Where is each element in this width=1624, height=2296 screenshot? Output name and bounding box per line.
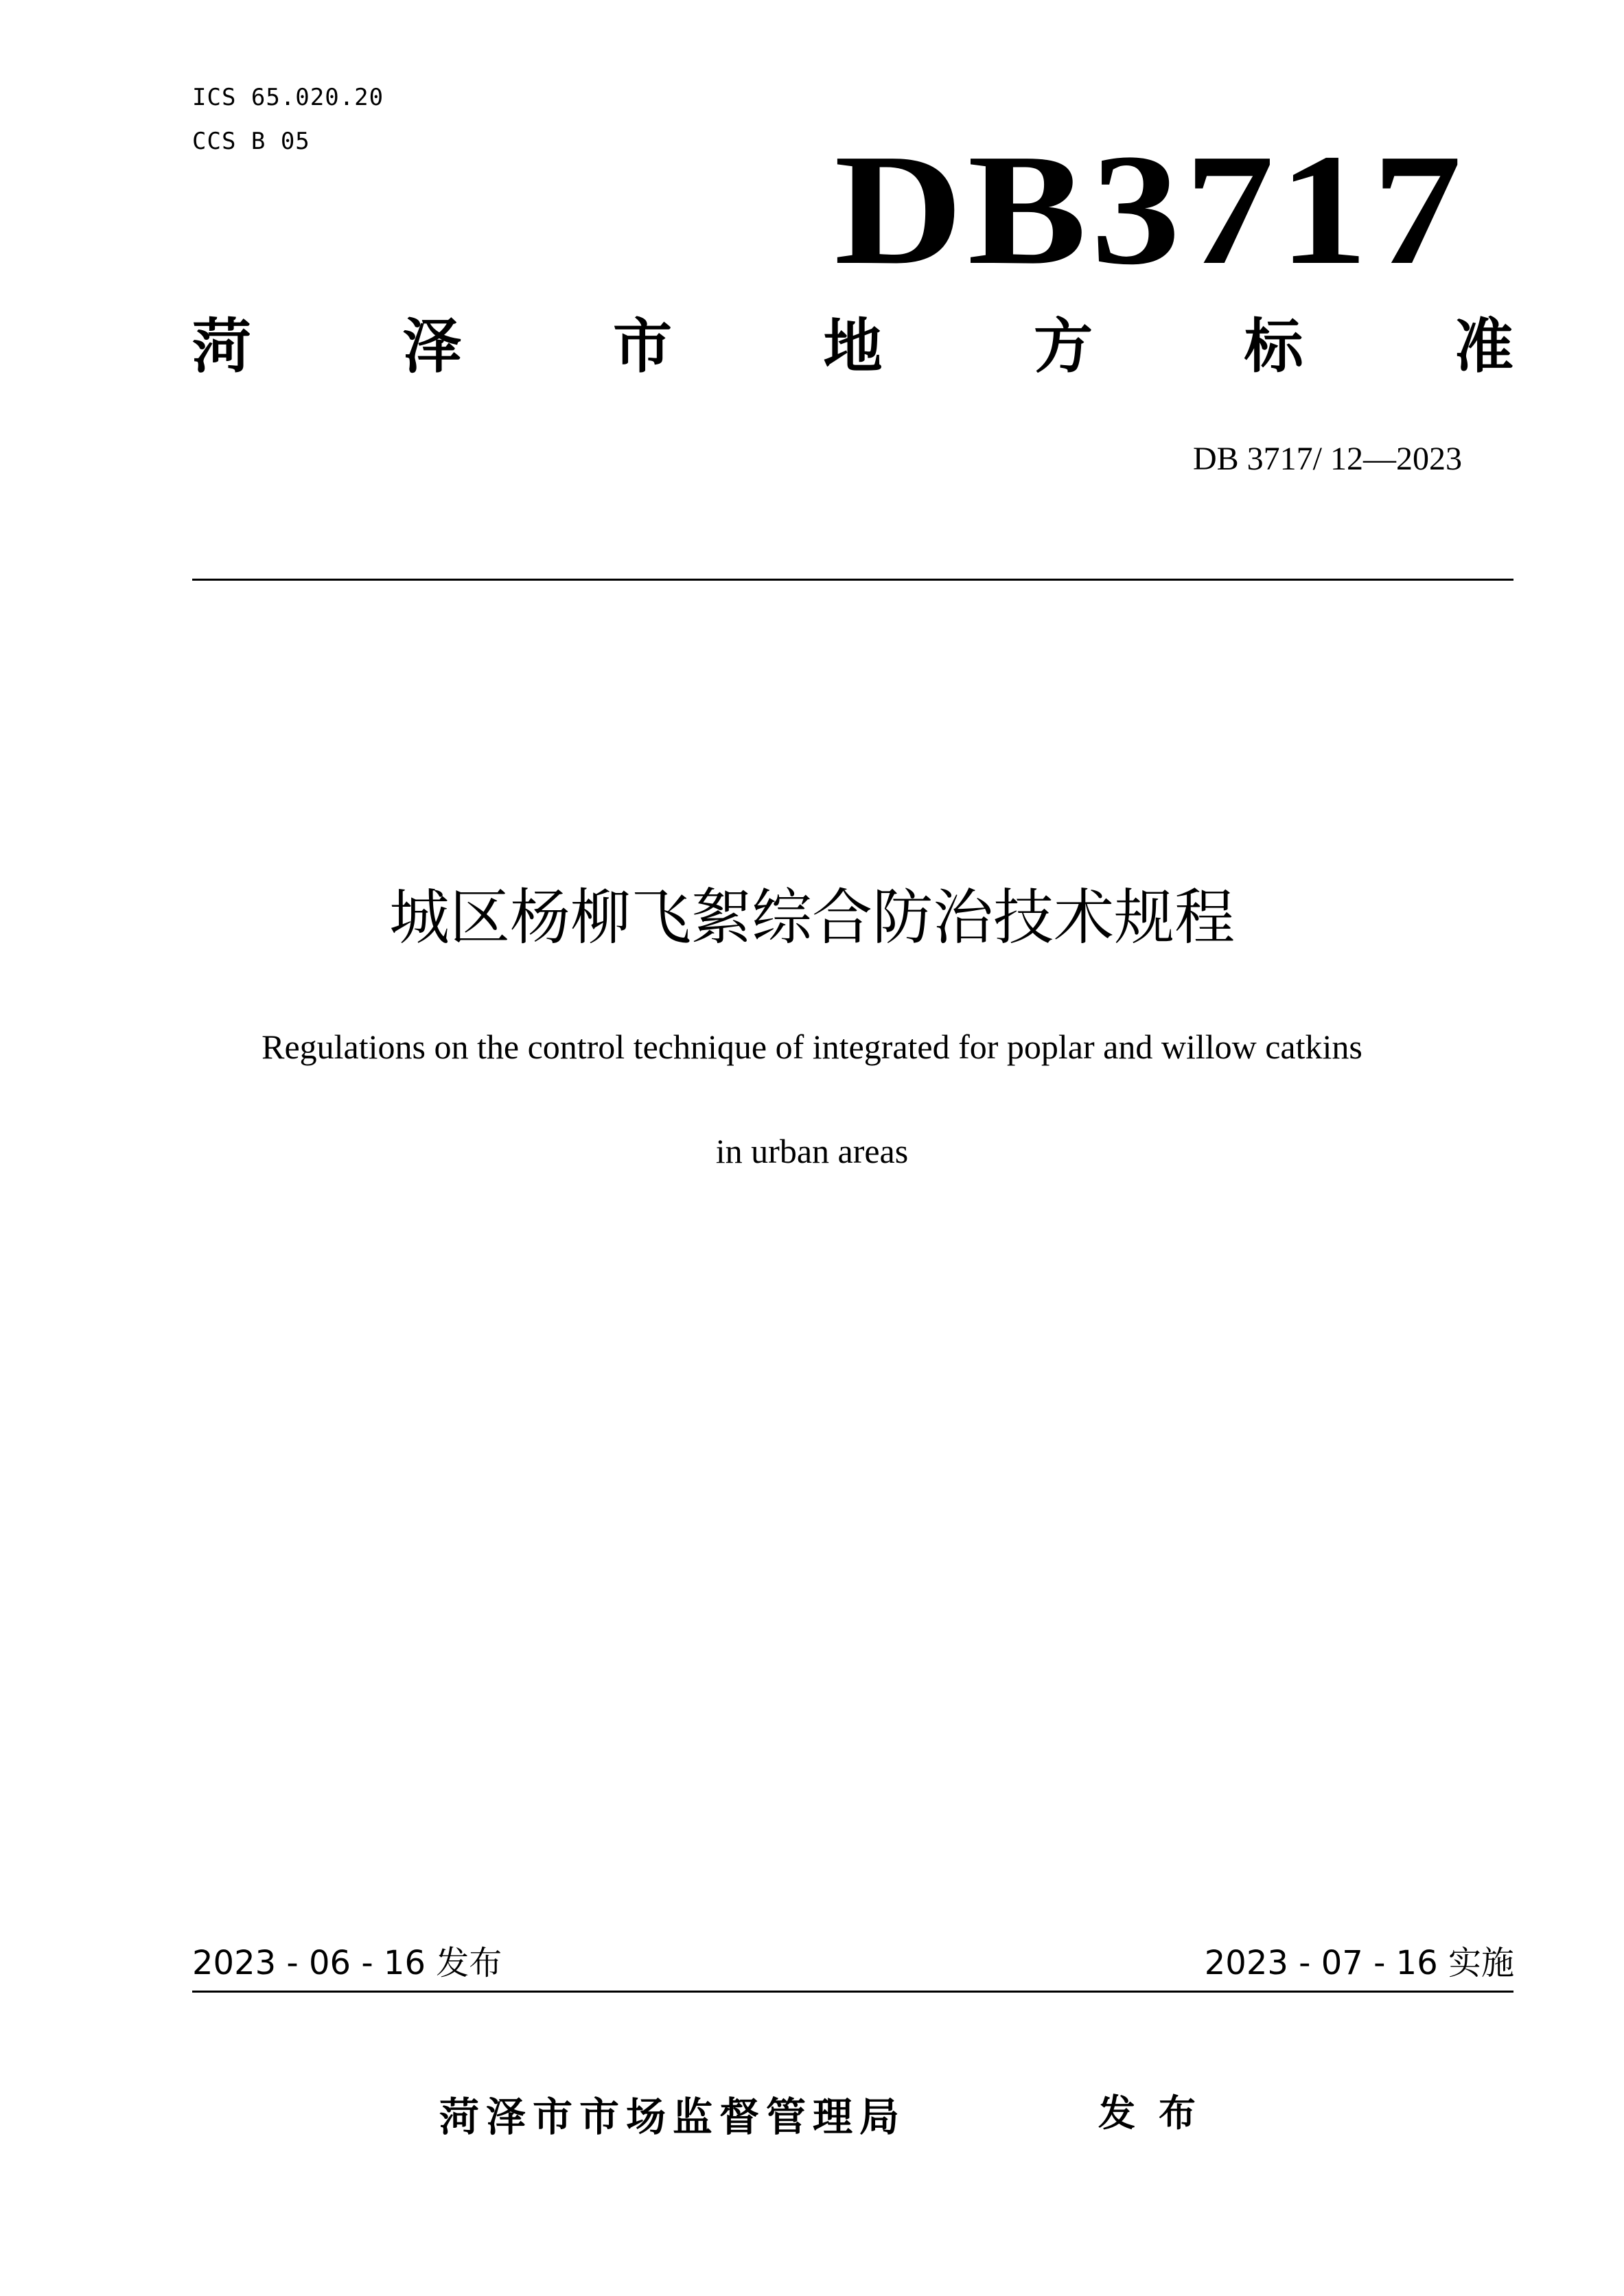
ccs-code: CCS B 05 <box>192 128 310 155</box>
title-chinese: 城区杨柳飞絮综合防治技术规程 <box>388 882 1235 953</box>
standard-logo: DB3717 <box>834 121 1466 298</box>
publish-label: 发布 <box>1098 2091 1219 2135</box>
standard-type-char: 地 <box>823 312 883 381</box>
standard-type-heading <box>192 312 1513 381</box>
title-english-line-2: in urban areas <box>715 1132 909 1170</box>
ics-code: ICS 65.020.20 <box>192 84 384 111</box>
standard-type-char: 泽 <box>402 312 462 381</box>
standard-type-char: 菏 <box>192 312 251 381</box>
title-english-line-1: Regulations on the control technique of integrated for poplar and willow catkins <box>262 1028 1362 1066</box>
top-divider <box>192 579 1513 581</box>
issue-date: 2023 - 06 - 16 发布 <box>192 1944 502 1982</box>
standard-number: DB 3717/ 12—2023 <box>1192 441 1462 477</box>
implementation-date: 2023 - 07 - 16 实施 <box>1204 1944 1514 1982</box>
issuer-name: 菏泽市市场监督管理局 <box>439 2094 907 2140</box>
standard-type-char: 方 <box>1034 312 1093 381</box>
standard-type-char: 标 <box>1244 312 1303 381</box>
standard-type-char: 准 <box>1454 312 1513 381</box>
standard-type-char: 市 <box>613 312 672 381</box>
bottom-divider <box>192 1991 1513 1993</box>
